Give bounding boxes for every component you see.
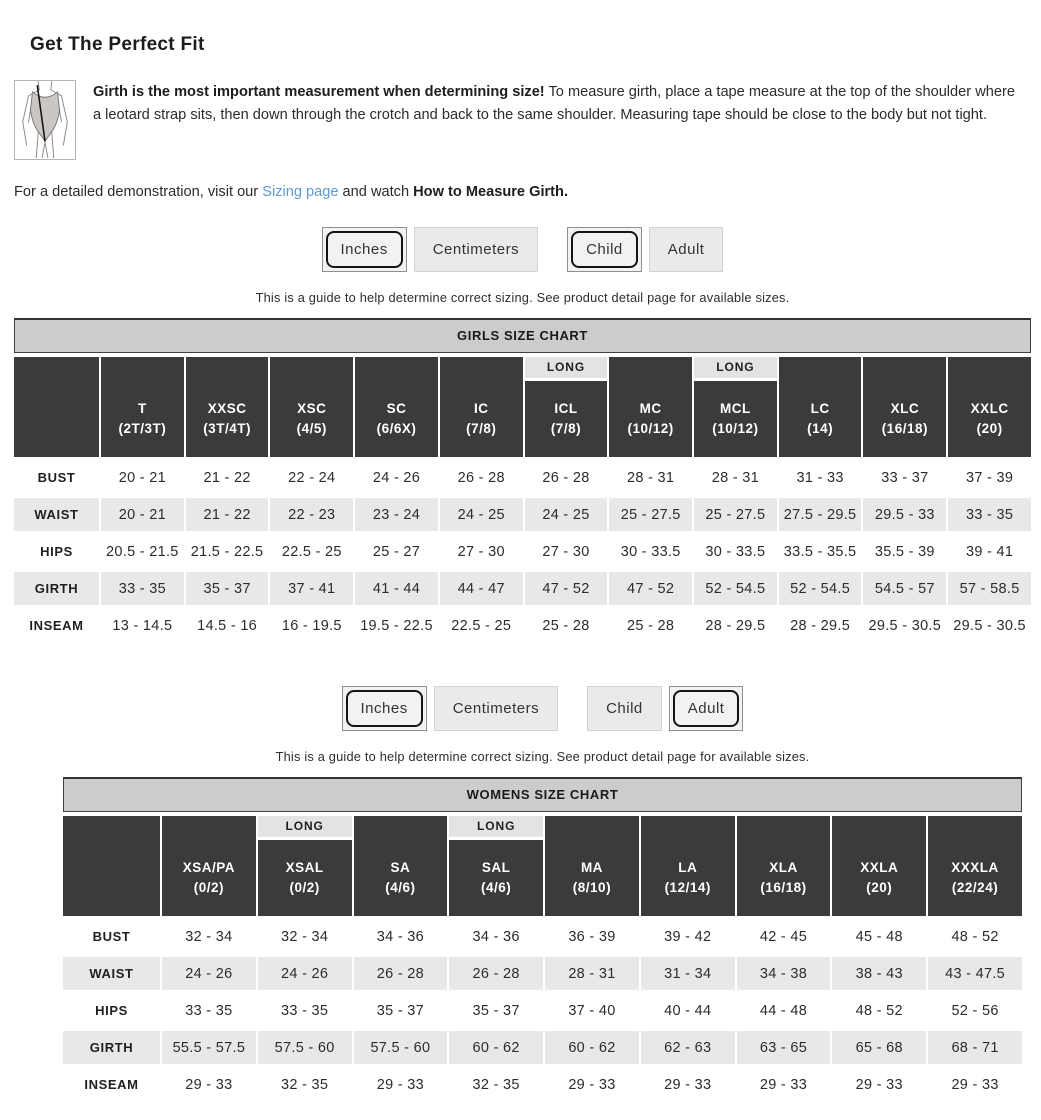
size-value-cell: 44 - 47: [440, 572, 523, 605]
size-column-header: XXXLA (22/24): [928, 816, 1022, 916]
long-badge: LONG: [525, 357, 608, 381]
size-value-cell: 48 - 52: [951, 928, 999, 945]
size-value-cell: 32 - 35: [472, 1076, 520, 1093]
size-value-cell: 13 - 14.5: [112, 617, 173, 634]
size-value-cell: 35 - 37: [472, 1002, 520, 1019]
size-value-cell: 57.5 - 60: [354, 1031, 448, 1064]
button-label: Adult: [667, 241, 705, 258]
size-value-cell: 33 - 35: [281, 1002, 329, 1019]
size-column-header: LONG ICL (7/8): [525, 357, 608, 457]
size-header-row: [63, 816, 1022, 916]
size-column-header: LC (14): [779, 357, 862, 457]
size-value-cell: 35 - 37: [186, 572, 269, 605]
size-value-cell: 34 - 38: [737, 957, 831, 990]
measurement-row-label: INSEAM: [84, 1077, 139, 1092]
size-value-cell: 41 - 44: [355, 572, 438, 605]
womens-section: [63, 686, 1022, 1105]
size-value-cell: 68 - 71: [928, 1031, 1022, 1064]
girls-section: [14, 227, 1031, 646]
size-value-cell: 22 - 23: [270, 498, 353, 531]
womens-size-chart: [63, 777, 1022, 1105]
womens-chart-title: WOMENS SIZE CHART: [63, 777, 1022, 812]
demo-middle: and watch: [338, 184, 414, 200]
size-value-cell: 33 - 35: [185, 1002, 233, 1019]
size-value-cell: 39 - 42: [664, 928, 712, 945]
girls-centimeters-button[interactable]: [414, 227, 538, 272]
size-value-cell: 28 - 29.5: [705, 617, 766, 634]
button-label: Adult: [687, 700, 725, 717]
long-badge: LONG: [694, 357, 777, 381]
size-value-cell: 16 - 19.5: [281, 617, 342, 634]
size-value-cell: 52 - 56: [951, 1002, 999, 1019]
demo-line: [14, 184, 1041, 200]
size-value-cell: 27 - 30: [457, 543, 505, 560]
size-value-cell: 38 - 43: [832, 957, 926, 990]
size-column-header: XXSC (3T/4T): [186, 357, 269, 457]
size-value-cell: 26 - 28: [449, 957, 543, 990]
size-column-header: LONG MCL (10/12): [694, 357, 777, 457]
size-value-cell: 55.5 - 57.5: [162, 1031, 256, 1064]
measurement-row-label: GIRTH: [14, 572, 99, 605]
size-value-cell: 29 - 33: [855, 1076, 903, 1093]
demo-bold-text: How to Measure Girth.: [413, 184, 569, 200]
size-value-cell: 37 - 40: [568, 1002, 616, 1019]
size-value-cell: 25 - 28: [627, 617, 675, 634]
size-value-cell: 26 - 28: [542, 469, 590, 486]
size-value-cell: 60 - 62: [545, 1031, 639, 1064]
size-value-cell: 26 - 28: [354, 957, 448, 990]
womens-size-table: [61, 812, 1024, 1105]
size-value-cell: 33 - 35: [948, 498, 1031, 531]
size-value-cell: 30 - 33.5: [620, 543, 681, 560]
measurement-row: [63, 920, 1022, 953]
size-value-cell: 22.5 - 25: [281, 543, 342, 560]
sizing-guide-note: This is a guide to help determine correct sizing. See product detail page for available sizes.: [275, 749, 810, 764]
size-value-cell: 26 - 28: [457, 469, 505, 486]
size-value-cell: 42 - 45: [759, 928, 808, 945]
size-value-cell: 20.5 - 21.5: [106, 543, 179, 560]
girth-intro-bold: Girth is the most important measurement when determining size!: [93, 84, 545, 100]
size-value-cell: 34 - 36: [376, 928, 425, 945]
size-value-cell: 44 - 48: [759, 1002, 808, 1019]
button-label: Child: [606, 700, 643, 717]
long-badge: LONG: [449, 816, 543, 840]
size-value-cell: 29 - 33: [185, 1076, 233, 1093]
measurement-row: [14, 498, 1031, 531]
size-column-header: LA (12/14): [641, 816, 735, 916]
measurement-row: [14, 572, 1031, 605]
size-value-cell: 30 - 33.5: [705, 543, 766, 560]
size-column-header: XLA (16/18): [737, 816, 831, 916]
measurement-row: [63, 994, 1022, 1027]
girls-size-table: [12, 353, 1033, 646]
size-column-header: MC (10/12): [609, 357, 692, 457]
size-value-cell: 62 - 63: [641, 1031, 735, 1064]
size-value-cell: 35.5 - 39: [874, 543, 935, 560]
size-value-cell: 25 - 27.5: [694, 498, 777, 531]
womens-child-button[interactable]: [587, 686, 662, 731]
size-value-cell: 43 - 47.5: [928, 957, 1022, 990]
demo-prefix: For a detailed demonstration, visit our: [14, 184, 263, 200]
size-value-cell: 28 - 29.5: [790, 617, 851, 634]
size-value-cell: 25 - 27.5: [609, 498, 692, 531]
girth-intro-text: [93, 81, 1027, 127]
leotard-illustration: [14, 80, 76, 160]
button-label: Child: [586, 241, 623, 258]
button-label: Inches: [360, 700, 408, 717]
measurement-row: [63, 957, 1022, 990]
size-value-cell: 48 - 52: [855, 1002, 903, 1019]
size-value-cell: 21 - 22: [203, 469, 251, 486]
measurement-row: [63, 1031, 1022, 1064]
size-value-cell: 39 - 41: [965, 543, 1014, 560]
girth-intro: [14, 80, 1027, 160]
button-label: Centimeters: [432, 241, 520, 258]
size-value-cell: 29.5 - 30.5: [868, 617, 942, 634]
corner-cell: [63, 816, 160, 916]
size-value-cell: 24 - 25: [440, 498, 523, 531]
size-value-cell: 57 - 58.5: [948, 572, 1031, 605]
size-value-cell: 29 - 33: [951, 1076, 999, 1093]
size-value-cell: 45 - 48: [855, 928, 903, 945]
size-value-cell: 20 - 21: [101, 498, 184, 531]
size-value-cell: 32 - 34: [185, 928, 233, 945]
size-column-header: LONG SAL (4/6): [449, 816, 543, 916]
button-label: Inches: [340, 241, 388, 258]
page-title: Get The Perfect Fit: [30, 34, 205, 55]
measurement-row-label: BUST: [92, 929, 131, 944]
size-value-cell: 29 - 33: [664, 1076, 712, 1093]
measurement-row-label: BUST: [37, 470, 76, 485]
corner-cell: [14, 357, 99, 457]
size-value-cell: 25 - 28: [542, 617, 590, 634]
measurement-row-label: INSEAM: [29, 618, 84, 633]
size-value-cell: 52 - 54.5: [694, 572, 777, 605]
size-value-cell: 27 - 30: [542, 543, 590, 560]
size-value-cell: 63 - 65: [737, 1031, 831, 1064]
size-value-cell: 24 - 26: [372, 469, 421, 486]
size-value-cell: 40 - 44: [664, 1002, 712, 1019]
size-value-cell: 25 - 27: [372, 543, 421, 560]
size-value-cell: 57.5 - 60: [258, 1031, 352, 1064]
size-column-header: MA (8/10): [545, 816, 639, 916]
size-column-header: XXLC (20): [948, 357, 1031, 457]
girth-intro-rest: To measure girth, place a tape measure at the top of the shoulder where a leotard strap sits, then down through the crotch and back to the same shoulder. Measuring tape should be close to the body but not tight.: [93, 84, 1015, 123]
measurement-row-label: GIRTH: [63, 1031, 160, 1064]
long-badge: LONG: [258, 816, 352, 840]
size-value-cell: 29 - 33: [759, 1076, 808, 1093]
size-value-cell: 24 - 26: [258, 957, 352, 990]
size-value-cell: 54.5 - 57: [863, 572, 946, 605]
size-value-cell: 35 - 37: [376, 1002, 425, 1019]
girls-adult-button[interactable]: [649, 227, 724, 272]
size-value-cell: 29.5 - 33: [863, 498, 946, 531]
size-value-cell: 33.5 - 35.5: [783, 543, 857, 560]
womens-adult-button[interactable]: [669, 686, 744, 731]
size-value-cell: 34 - 36: [472, 928, 520, 945]
womens-centimeters-button[interactable]: [434, 686, 558, 731]
womens-toggle-row: [63, 686, 1022, 731]
size-value-cell: 65 - 68: [832, 1031, 926, 1064]
size-column-header: SA (4/6): [354, 816, 448, 916]
size-value-cell: 33 - 35: [101, 572, 184, 605]
size-column-header: XSC (4/5): [270, 357, 353, 457]
sizing-page-link[interactable]: Sizing page: [262, 184, 339, 200]
size-column-header: IC (7/8): [440, 357, 523, 457]
girls-toggle-row: [14, 227, 1031, 272]
measurement-row: [14, 535, 1031, 568]
size-value-cell: 19.5 - 22.5: [360, 617, 433, 634]
size-value-cell: 14.5 - 16: [197, 617, 258, 634]
size-column-header: T (2T/3T): [101, 357, 184, 457]
size-value-cell: 27.5 - 29.5: [779, 498, 862, 531]
size-value-cell: 37 - 39: [965, 469, 1014, 486]
size-value-cell: 23 - 24: [355, 498, 438, 531]
size-value-cell: 21.5 - 22.5: [190, 543, 264, 560]
measurement-row-label: HIPS: [40, 544, 73, 559]
size-value-cell: 47 - 52: [525, 572, 608, 605]
size-value-cell: 28 - 31: [545, 957, 639, 990]
size-header-row: [14, 357, 1031, 457]
size-value-cell: 52 - 54.5: [779, 572, 862, 605]
size-column-header: XSA/PA (0/2): [162, 816, 256, 916]
measurement-row: [14, 461, 1031, 494]
size-value-cell: 28 - 31: [627, 469, 675, 486]
size-value-cell: 32 - 34: [281, 928, 329, 945]
size-value-cell: 31 - 33: [796, 469, 844, 486]
size-value-cell: 29.5 - 30.5: [953, 617, 1026, 634]
size-value-cell: 29 - 33: [376, 1076, 425, 1093]
size-value-cell: 32 - 35: [281, 1076, 329, 1093]
size-column-header: XLC (16/18): [863, 357, 946, 457]
size-value-cell: 20 - 21: [118, 469, 166, 486]
size-value-cell: 28 - 31: [711, 469, 760, 486]
size-value-cell: 33 - 37: [881, 469, 929, 486]
size-column-header: SC (6/6X): [355, 357, 438, 457]
size-column-header: XXLA (20): [832, 816, 926, 916]
size-value-cell: 29 - 33: [568, 1076, 616, 1093]
size-value-cell: 47 - 52: [609, 572, 692, 605]
size-value-cell: 24 - 25: [525, 498, 608, 531]
measurement-row: [63, 1068, 1022, 1101]
size-value-cell: 60 - 62: [449, 1031, 543, 1064]
girls-inches-button[interactable]: [322, 227, 407, 272]
size-value-cell: 37 - 41: [270, 572, 353, 605]
size-value-cell: 31 - 34: [641, 957, 735, 990]
sizing-guide-note: This is a guide to help determine correct sizing. See product detail page for available sizes.: [255, 290, 790, 305]
size-value-cell: 36 - 39: [568, 928, 616, 945]
button-label: Centimeters: [452, 700, 540, 717]
girls-chart-title: GIRLS SIZE CHART: [14, 318, 1031, 353]
size-value-cell: 22.5 - 25: [451, 617, 512, 634]
womens-inches-button[interactable]: [342, 686, 427, 731]
size-column-header: LONG XSAL (0/2): [258, 816, 352, 916]
size-value-cell: 21 - 22: [186, 498, 269, 531]
measurement-row-label: HIPS: [95, 1003, 128, 1018]
measurement-row-label: WAIST: [14, 498, 99, 531]
size-value-cell: 24 - 26: [162, 957, 256, 990]
measurement-row: [14, 609, 1031, 642]
girls-child-button[interactable]: [567, 227, 642, 272]
size-value-cell: 22 - 24: [288, 469, 336, 486]
girls-size-chart: [14, 318, 1031, 646]
measurement-row-label: WAIST: [63, 957, 160, 990]
